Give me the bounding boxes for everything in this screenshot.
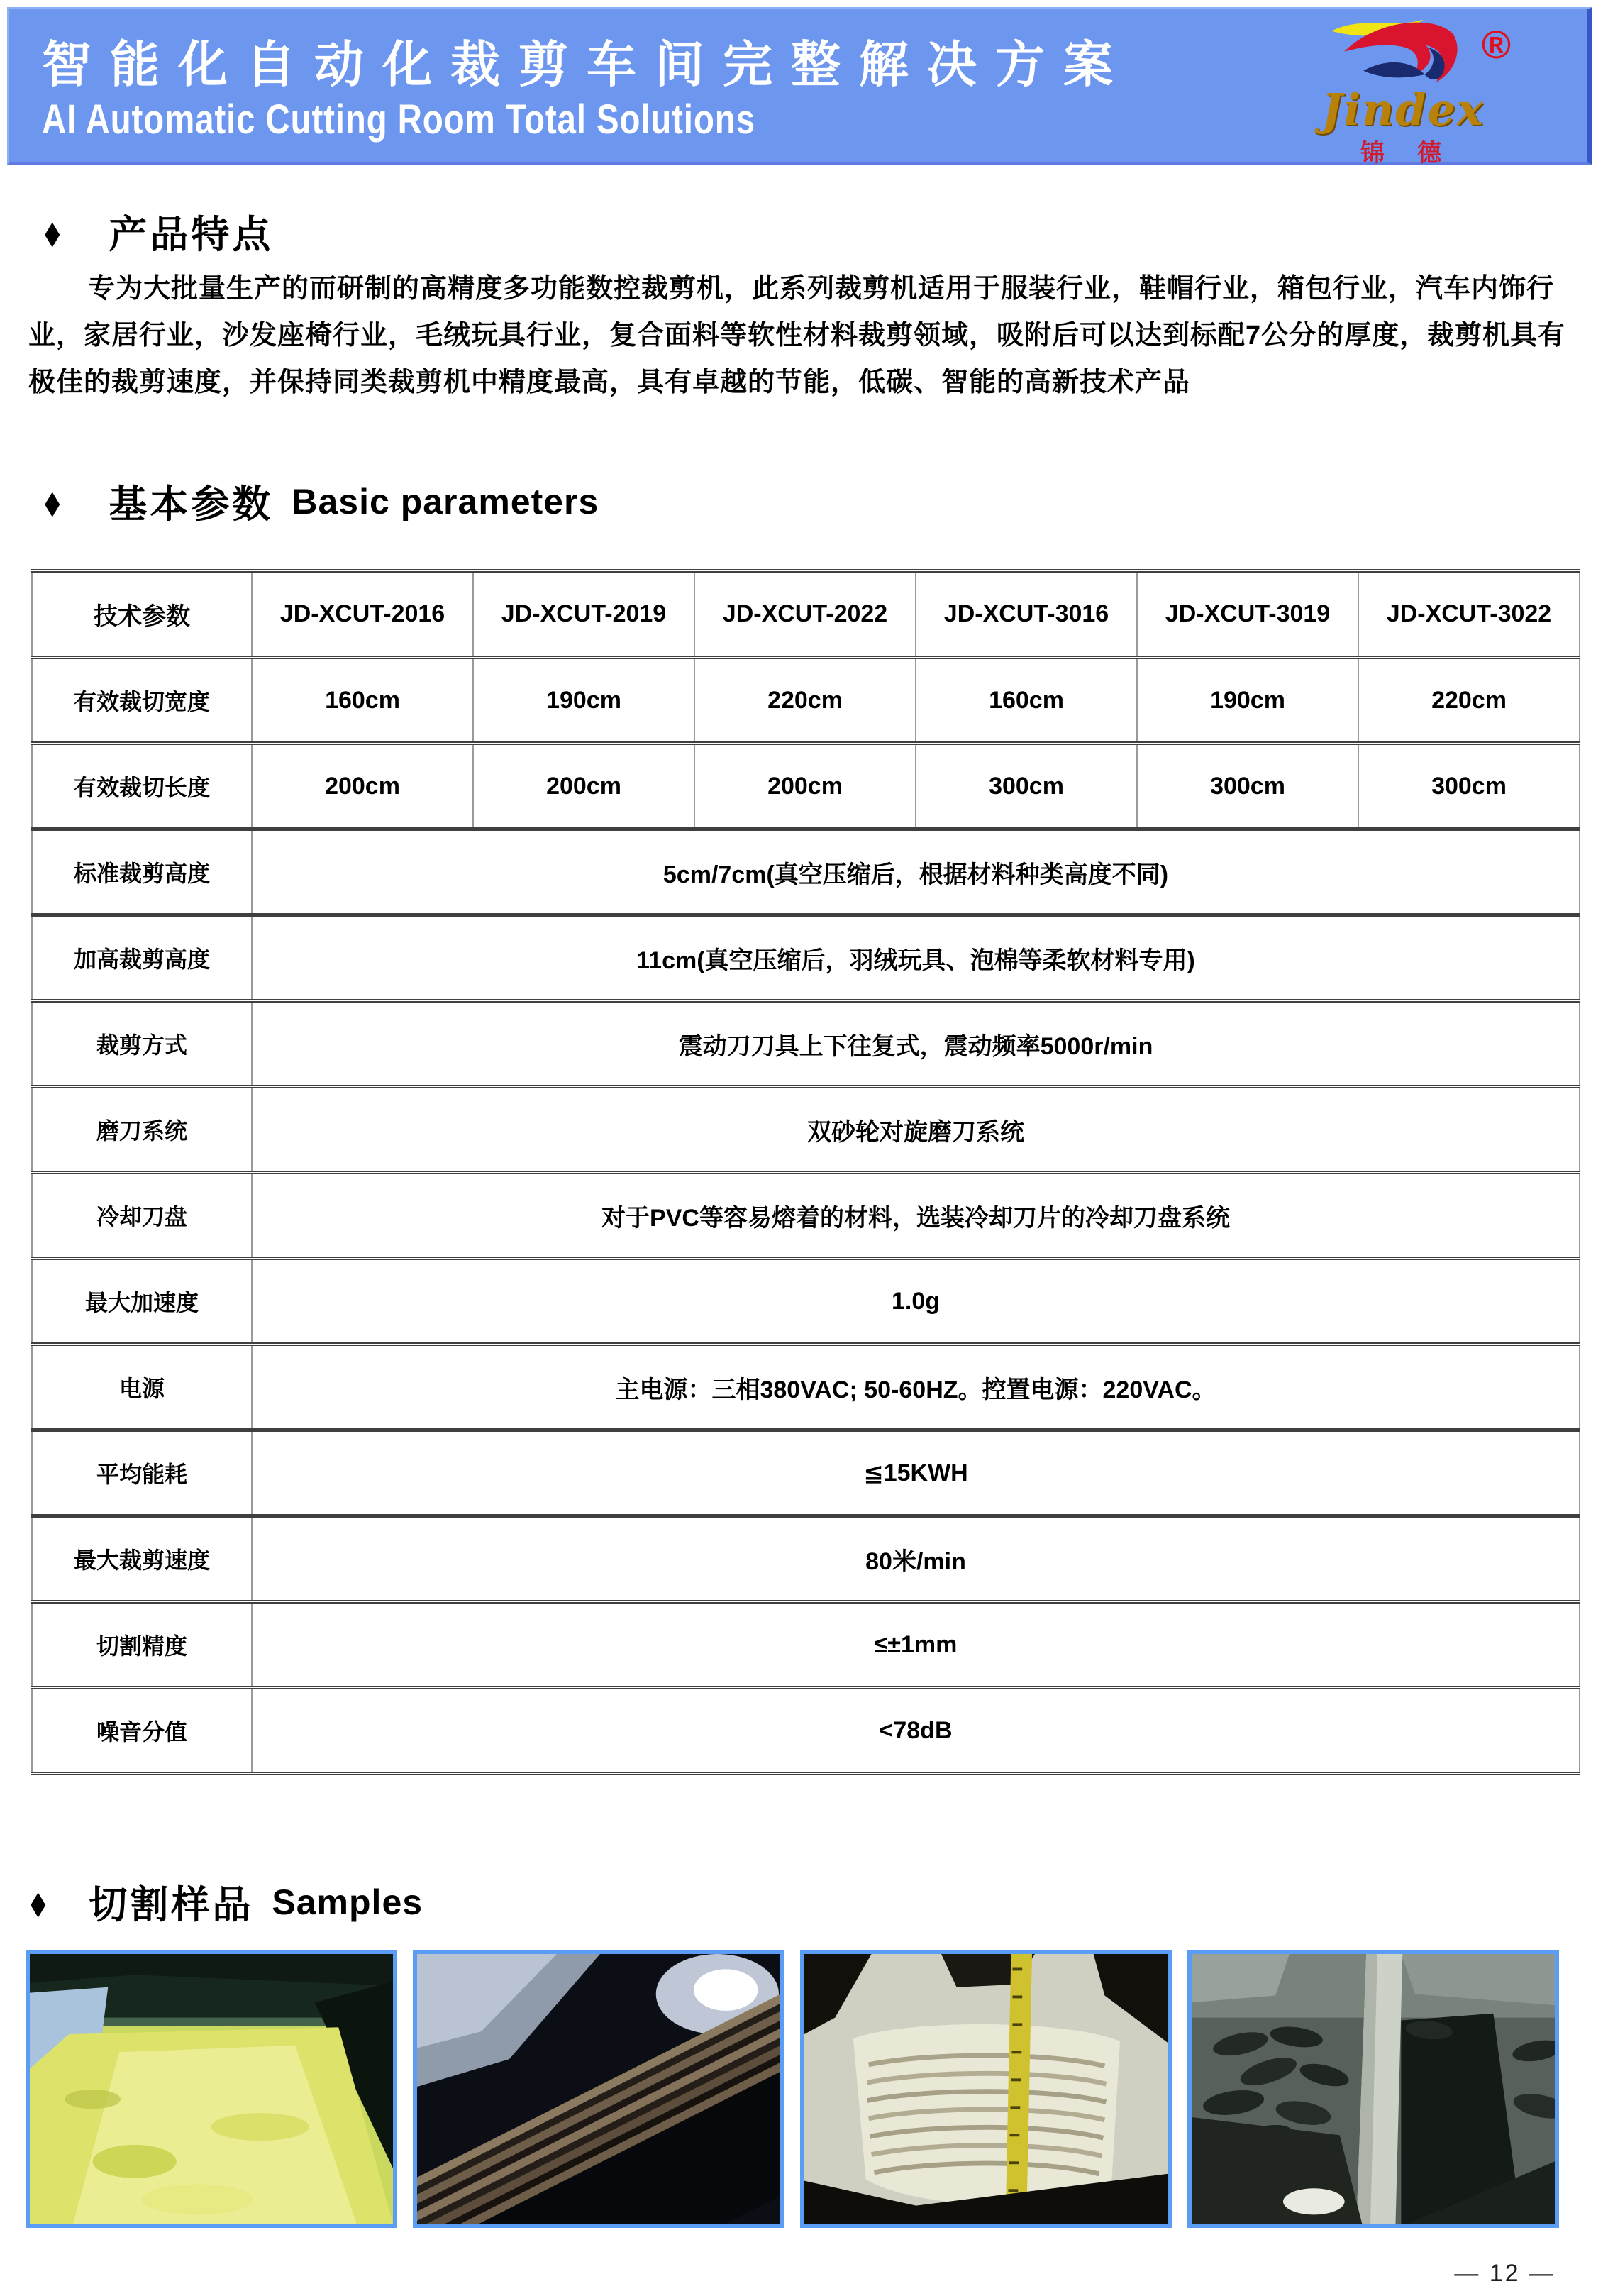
diamond-bullet-icon: ◆ [31,1883,46,1921]
column-header: JD-XCUT-3022 [1358,571,1580,658]
param-value: 300cm [1137,744,1358,829]
table-row [32,1688,1580,1774]
sample-photo-row [26,1950,1559,2228]
row-label: 电源 [32,1345,252,1430]
param-value: 190cm [1137,658,1358,744]
sample-photo-layered-fabric-stack [413,1950,784,2228]
column-header: JD-XCUT-3016 [916,571,1137,658]
param-value: <78dB [252,1688,1580,1774]
features-title: 产品特点 [109,214,274,256]
row-label: 有效裁切长度 [32,744,252,829]
param-value: 300cm [916,744,1137,829]
table-row [32,1087,1580,1173]
row-label: 磨刀系统 [32,1087,252,1173]
samples-title-zh: 切割样品 [89,1884,254,1926]
table-row [32,744,1580,829]
logo-brand-text: Jindex [1321,84,1485,136]
table-row [32,1516,1580,1602]
sample-photo-stacked-cut-pieces-tape [800,1950,1172,2228]
photo-illustration [30,1954,393,2224]
table-row [32,915,1580,1001]
paragraph-line: 专为大批量生产的而研制的高精度多功能数控裁剪机，此系列裁剪机适用于服装行业，鞋帽行业，箱包行业，汽车内饰行 [88,274,1555,304]
table-row [32,1001,1580,1087]
row-label: 切割精度 [32,1602,252,1688]
row-label: 最大加速度 [32,1259,252,1345]
jindex-logo [1290,11,1516,168]
logo-swoosh-icon [1314,11,1492,87]
param-value: 1.0g [252,1259,1580,1345]
column-header: JD-XCUT-2022 [694,571,916,658]
param-value: 300cm [1358,744,1580,829]
param-value: 5cm/7cm(真空压缩后，根据材料种类高度不同) [252,829,1580,915]
parameters-title-zh: 基本参数 [109,483,274,526]
param-value: 双砂轮对旋磨刀系统 [252,1087,1580,1173]
features-paragraph [28,265,1589,406]
table-row [32,829,1580,915]
photo-illustration [1192,1954,1555,2224]
param-value: 160cm [916,658,1137,744]
column-header: JD-XCUT-3019 [1137,571,1358,658]
photo-illustration [417,1954,780,2224]
param-value: 震动刀刀具上下往复式，震动频率5000r/min [252,1001,1580,1087]
table-row [32,1430,1580,1516]
row-label: 最大裁剪速度 [32,1516,252,1602]
row-label: 有效裁切宽度 [32,658,252,744]
param-value: 220cm [694,658,916,744]
row-label: 加高裁剪高度 [32,915,252,1001]
paragraph-line: 极佳的裁剪速度，并保持同类裁剪机中精度最高，具有卓越的节能，低碳、智能的高新技术产品 [28,368,1191,397]
paragraph-line: 业，家居行业，沙发座椅行业，毛绒玩具行业，复合面料等软性材料裁剪领域，吸附后可以达到标配7公分的厚度，裁剪机具有 [28,321,1566,351]
section-heading-parameters [40,474,599,529]
page-title-zh: 智能化自动化裁剪车间完整解决方案 [42,37,1131,92]
diamond-bullet-icon: ◆ [45,213,60,250]
registered-trademark-icon: ® [1481,22,1511,67]
param-value: 200cm [252,744,473,829]
column-header: JD-XCUT-2016 [252,571,473,658]
row-label: 噪音分值 [32,1688,252,1774]
row-label: 标准裁剪高度 [32,829,252,915]
sample-photo-fabric-on-cutting-table [26,1950,397,2228]
diamond-bullet-icon: ◆ [45,482,60,520]
param-value: 200cm [473,744,694,829]
param-value: 160cm [252,658,473,744]
table-header-row [32,571,1580,658]
table-row [32,1259,1580,1345]
sample-photo-cut-pieces-on-table [1187,1950,1559,2228]
param-value: 80米/min [252,1516,1580,1602]
column-header: JD-XCUT-2019 [473,571,694,658]
parameters-title-en: Basic parameters [292,481,599,521]
row-label: 裁剪方式 [32,1001,252,1087]
section-heading-samples [26,1875,423,1929]
section-heading-features [40,204,273,259]
samples-title-en: Samples [272,1882,423,1922]
parameters-table [31,569,1580,1775]
table-row [32,1345,1580,1430]
page-number: — 12 — [1454,2260,1556,2287]
param-value: 200cm [694,744,916,829]
row-label: 平均能耗 [32,1430,252,1516]
param-value: ≦15KWH [252,1430,1580,1516]
logo-brand-chinese: 锦 德 [1360,140,1446,167]
param-value: 对于PVC等容易熔着的材料，选装冷却刀片的冷却刀盘系统 [252,1173,1580,1259]
param-value: 190cm [473,658,694,744]
photo-illustration [804,1954,1168,2224]
table-row [32,658,1580,744]
param-value: 220cm [1358,658,1580,744]
param-value: 主电源：三相380VAC; 50-60HZ。控置电源：220VAC。 [252,1345,1580,1430]
param-value: ≤±1mm [252,1602,1580,1688]
row-label: 冷却刀盘 [32,1173,252,1259]
header-banner [7,7,1592,165]
table-row [32,1602,1580,1688]
page-title-en: AI Automatic Cutting Room Total Solutions [42,96,755,143]
table-row [32,1173,1580,1259]
column-header: 技术参数 [32,571,252,658]
param-value: 11cm(真空压缩后，羽绒玩具、泡棉等柔软材料专用) [252,915,1580,1001]
